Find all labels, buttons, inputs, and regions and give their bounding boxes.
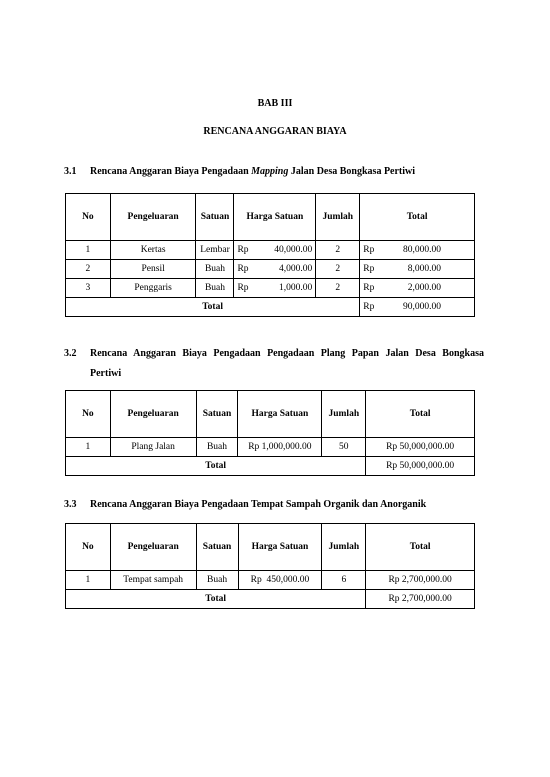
table-header-row (66, 524, 475, 571)
table-total-row (66, 457, 475, 476)
cell-no: 1 (66, 438, 111, 457)
cell-price (234, 241, 316, 260)
currency: Rp (363, 264, 375, 274)
table-header-row (66, 391, 475, 438)
price-value: 1,000.00 (279, 283, 313, 293)
header-satuan: Satuan (196, 391, 238, 438)
budget-table-tempat-sampah (65, 523, 475, 609)
total-value: 2,000.00 (407, 283, 441, 293)
section-title: Rencana Anggaran Biaya Pengadaan Tempat Sampah Organik dan Anorganik (90, 499, 427, 510)
cell-item: Tempat sampah (110, 571, 196, 590)
section-3-3-heading (64, 495, 484, 515)
cell-qty: 50 (322, 438, 366, 457)
budget-table-plang (65, 390, 475, 476)
table-total-row (66, 590, 475, 609)
header-no: No (66, 194, 111, 241)
cell-no: 1 (66, 241, 111, 260)
table-row (66, 279, 475, 298)
cell-total (360, 260, 475, 279)
cell-price: Rp 450,000.00 (238, 571, 322, 590)
grand-total-value: Rp 50,000,000.00 (366, 457, 475, 476)
cell-qty: 2 (316, 241, 360, 260)
cell-unit: Buah (196, 438, 238, 457)
cell-item: Penggaris (110, 279, 196, 298)
currency: Rp (237, 245, 249, 255)
section-number: 3.2 (64, 348, 77, 359)
header-jumlah: Jumlah (322, 391, 366, 438)
cell-item: Plang Jalan (110, 438, 196, 457)
header-harga-satuan: Harga Satuan (238, 524, 322, 571)
grand-total-value: 90,000.00 (403, 302, 441, 312)
header-harga-satuan: Harga Satuan (234, 194, 316, 241)
total-label: Total (66, 457, 366, 476)
header-harga-satuan: Harga Satuan (238, 391, 322, 438)
header-no: No (66, 524, 111, 571)
total-value: 80,000.00 (403, 245, 441, 255)
table-row (66, 260, 475, 279)
currency: Rp (363, 245, 375, 255)
header-total: Total (366, 391, 475, 438)
currency: Rp (363, 302, 375, 312)
cell-unit: Buah (196, 279, 234, 298)
section-number: 3.3 (64, 499, 77, 510)
table-total-row (66, 298, 475, 317)
table-header-row (66, 194, 475, 241)
cell-total (360, 279, 475, 298)
section-3-1-heading (64, 162, 484, 182)
currency: Rp (237, 283, 249, 293)
total-label: Total (66, 298, 360, 317)
section-title-emphasis: Mapping (251, 166, 289, 177)
cell-total (360, 241, 475, 260)
header-pengeluaran: Pengeluaran (110, 391, 196, 438)
cell-price (234, 260, 316, 279)
cell-no: 3 (66, 279, 111, 298)
header-total: Total (366, 524, 475, 571)
header-jumlah: Jumlah (316, 194, 360, 241)
cell-no: 1 (66, 571, 111, 590)
cell-qty: 2 (316, 260, 360, 279)
currency: Rp (237, 264, 249, 274)
section-title-part: Jalan Desa Bongkasa Pertiwi (288, 166, 416, 177)
price-value: 4,000.00 (279, 264, 313, 274)
grand-total-cell (360, 298, 475, 317)
cell-total: Rp 50,000,000.00 (366, 438, 475, 457)
section-title-line2: Pertiwi (90, 368, 122, 379)
header-pengeluaran: Pengeluaran (110, 194, 196, 241)
chapter-title: RENCANA ANGGARAN BIAYA (203, 126, 347, 137)
chapter-heading: BAB III (257, 98, 293, 109)
header-satuan: Satuan (196, 194, 234, 241)
header-total: Total (360, 194, 475, 241)
section-title-line1: Rencana Anggaran Biaya Pengadaan Pengadaan Plang Papan Jalan Desa Bongkasa (90, 348, 484, 359)
cell-price (234, 279, 316, 298)
header-no: No (66, 391, 111, 438)
cell-unit: Buah (196, 571, 238, 590)
section-number: 3.1 (64, 166, 77, 177)
cell-unit: Lembar (196, 241, 234, 260)
budget-table-mapping (65, 193, 475, 317)
currency: Rp (363, 283, 375, 293)
table-row (66, 571, 475, 590)
grand-total-value: Rp 2,700,000.00 (366, 590, 475, 609)
header-jumlah: Jumlah (322, 524, 366, 571)
header-satuan: Satuan (196, 524, 238, 571)
cell-item: Kertas (110, 241, 196, 260)
section-3-2-heading (64, 344, 484, 384)
cell-unit: Buah (196, 260, 234, 279)
total-value: 8,000.00 (407, 264, 441, 274)
cell-total: Rp 2,700,000.00 (366, 571, 475, 590)
cell-qty: 6 (322, 571, 366, 590)
total-label: Total (66, 590, 366, 609)
cell-price: Rp 1,000,000.00 (238, 438, 322, 457)
section-title-part: Rencana Anggaran Biaya Pengadaan (90, 166, 252, 177)
header-pengeluaran: Pengeluaran (110, 524, 196, 571)
table-row (66, 438, 475, 457)
cell-item: Pensil (110, 260, 196, 279)
price-value: 40,000.00 (274, 245, 313, 255)
table-row (66, 241, 475, 260)
cell-qty: 2 (316, 279, 360, 298)
cell-no: 2 (66, 260, 111, 279)
